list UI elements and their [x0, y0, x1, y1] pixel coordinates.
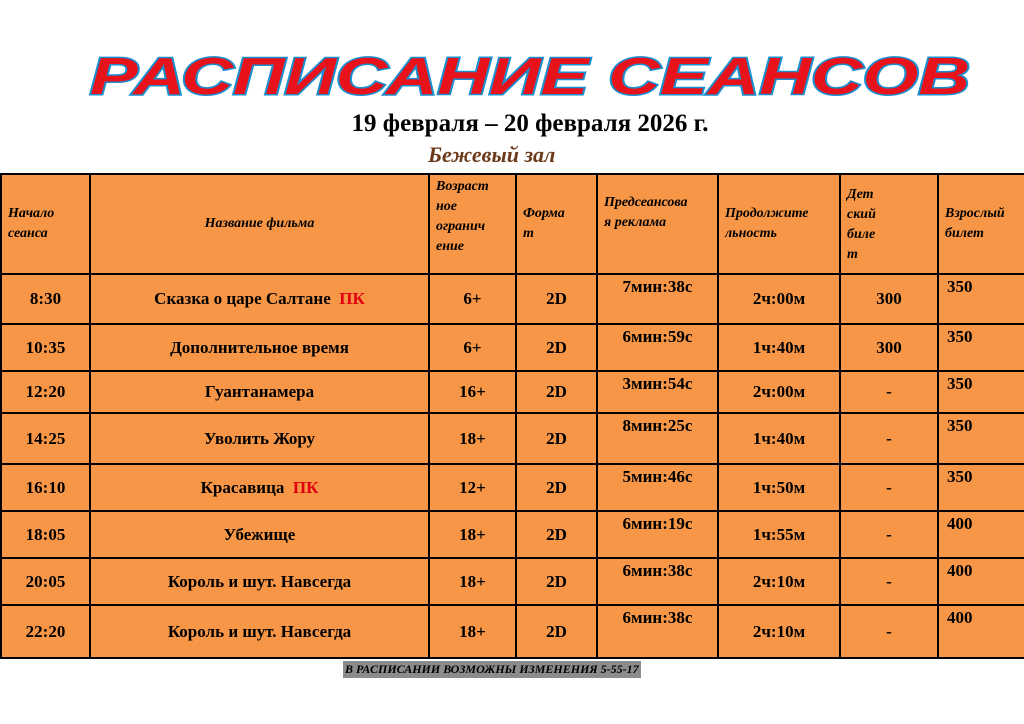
pk-badge: ПК	[292, 477, 319, 497]
film-title-cell	[90, 605, 429, 658]
adult-ticket-price: 400	[947, 608, 973, 627]
ad-duration-cell	[597, 274, 718, 324]
schedule-row	[1, 274, 1024, 324]
date-range: 19 февраля – 20 февраля 2026 г.	[351, 110, 709, 137]
age-rating: 12+	[429, 464, 516, 511]
age-rating: 18+	[429, 605, 516, 658]
age-rating: 6+	[429, 324, 516, 371]
adult-ticket-cell	[938, 464, 1024, 511]
adult-ticket-price: 350	[947, 374, 973, 393]
schedule-title-banner	[80, 48, 980, 108]
adult-ticket-cell	[938, 324, 1024, 371]
schedule-row	[1, 511, 1024, 558]
session-time: 12:20	[1, 371, 90, 413]
film-title: Король и шут. Навсегда	[167, 571, 352, 591]
header-duration: Продолжите льность	[718, 174, 840, 274]
schedule-table	[0, 173, 1024, 659]
film-title-cell	[90, 558, 429, 605]
film-duration: 2ч:00м	[718, 274, 840, 324]
ad-duration-cell	[597, 605, 718, 658]
film-title-cell	[90, 464, 429, 511]
film-duration: 2ч:10м	[718, 605, 840, 658]
ad-duration-cell	[597, 413, 718, 464]
adult-ticket-cell	[938, 371, 1024, 413]
adult-ticket-price: 350	[947, 416, 973, 435]
film-title-cell	[90, 413, 429, 464]
ad-duration: 7мин:38с	[622, 277, 693, 296]
child-ticket-price: -	[840, 511, 938, 558]
schedule-title: РАСПИСАНИЕ СЕАНСОВ	[90, 48, 970, 106]
header-row	[1, 174, 1024, 274]
adult-ticket-cell	[938, 605, 1024, 658]
age-rating: 6+	[429, 274, 516, 324]
adult-ticket-cell	[938, 413, 1024, 464]
film-title-cell	[90, 511, 429, 558]
film-title-cell	[90, 274, 429, 324]
child-ticket-price: 300	[840, 274, 938, 324]
adult-ticket-price: 350	[947, 467, 973, 486]
session-time: 20:05	[1, 558, 90, 605]
adult-ticket-price: 400	[947, 514, 973, 533]
film-title: Красавица	[200, 477, 285, 497]
header-age: Возраст ное огранич ение	[429, 174, 516, 274]
session-time: 8:30	[1, 274, 90, 324]
film-title: Убежище	[223, 524, 296, 544]
film-format: 2D	[516, 511, 597, 558]
ad-duration: 6мин:59с	[622, 327, 693, 346]
film-format: 2D	[516, 605, 597, 658]
age-rating: 16+	[429, 371, 516, 413]
schedule-row	[1, 324, 1024, 371]
adult-ticket-price: 350	[947, 327, 973, 346]
ad-duration-cell	[597, 371, 718, 413]
age-rating: 18+	[429, 413, 516, 464]
session-time: 14:25	[1, 413, 90, 464]
schedule-row	[1, 605, 1024, 658]
adult-ticket-cell	[938, 558, 1024, 605]
film-title: Гуантанамера	[204, 382, 315, 401]
ad-duration: 5мин:46с	[622, 467, 693, 486]
film-title: Дополнительное время	[170, 337, 349, 357]
film-duration: 1ч:55м	[718, 511, 840, 558]
child-ticket-price: -	[840, 558, 938, 605]
child-ticket-price: 300	[840, 324, 938, 371]
ad-duration-cell	[597, 558, 718, 605]
header-adult: Взрослый билет	[938, 174, 1024, 274]
film-format: 2D	[516, 413, 597, 464]
child-ticket-price: -	[840, 464, 938, 511]
header-ads: Предсеансова я реклама	[597, 174, 718, 274]
adult-ticket-cell	[938, 274, 1024, 324]
schedule-row	[1, 464, 1024, 511]
adult-ticket-cell	[938, 511, 1024, 558]
film-format: 2D	[516, 371, 597, 413]
film-duration: 1ч:50м	[718, 464, 840, 511]
film-duration: 1ч:40м	[718, 413, 840, 464]
schedule-row	[1, 413, 1024, 464]
film-title: Король и шут. Навсегда	[167, 621, 352, 641]
header-start: Начало сеанса	[1, 174, 90, 274]
session-time: 22:20	[1, 605, 90, 658]
child-ticket-price: -	[840, 605, 938, 658]
child-ticket-price: -	[840, 413, 938, 464]
film-format: 2D	[516, 324, 597, 371]
header-film: Название фильма	[90, 174, 429, 274]
child-ticket-price: -	[840, 371, 938, 413]
header-format: Форма т	[516, 174, 597, 274]
ad-duration-cell	[597, 324, 718, 371]
ad-duration-cell	[597, 464, 718, 511]
hall-name: Бежевый зал	[428, 142, 556, 167]
film-format: 2D	[516, 274, 597, 324]
session-time: 10:35	[1, 324, 90, 371]
ad-duration: 6мин:19с	[622, 514, 693, 533]
age-rating: 18+	[429, 511, 516, 558]
age-rating: 18+	[429, 558, 516, 605]
film-duration: 1ч:40м	[718, 324, 840, 371]
film-format: 2D	[516, 464, 597, 511]
film-title-cell	[90, 324, 429, 371]
session-time: 18:05	[1, 511, 90, 558]
ad-duration: 6мин:38с	[622, 561, 693, 580]
header-child: Дет ский биле т	[840, 174, 938, 274]
schedule-row	[1, 371, 1024, 413]
adult-ticket-price: 400	[947, 561, 973, 580]
ad-duration: 8мин:25с	[622, 416, 693, 435]
schedule-row	[1, 558, 1024, 605]
session-time: 16:10	[1, 464, 90, 511]
film-duration: 2ч:00м	[718, 371, 840, 413]
ad-duration: 3мин:54с	[622, 374, 693, 393]
film-title-cell	[90, 371, 429, 413]
footer-notice: В РАСПИСАНИИ ВОЗМОЖНЫ ИЗМЕНЕНИЯ 5-55-17	[345, 662, 639, 676]
ad-duration: 6мин:38с	[622, 608, 693, 627]
film-title: Уволить Жору	[203, 428, 316, 448]
film-format: 2D	[516, 558, 597, 605]
adult-ticket-price: 350	[947, 277, 973, 296]
film-duration: 2ч:10м	[718, 558, 840, 605]
pk-badge: ПК	[339, 289, 365, 308]
ad-duration-cell	[597, 511, 718, 558]
film-title: Сказка о царе Салтане	[154, 289, 331, 308]
